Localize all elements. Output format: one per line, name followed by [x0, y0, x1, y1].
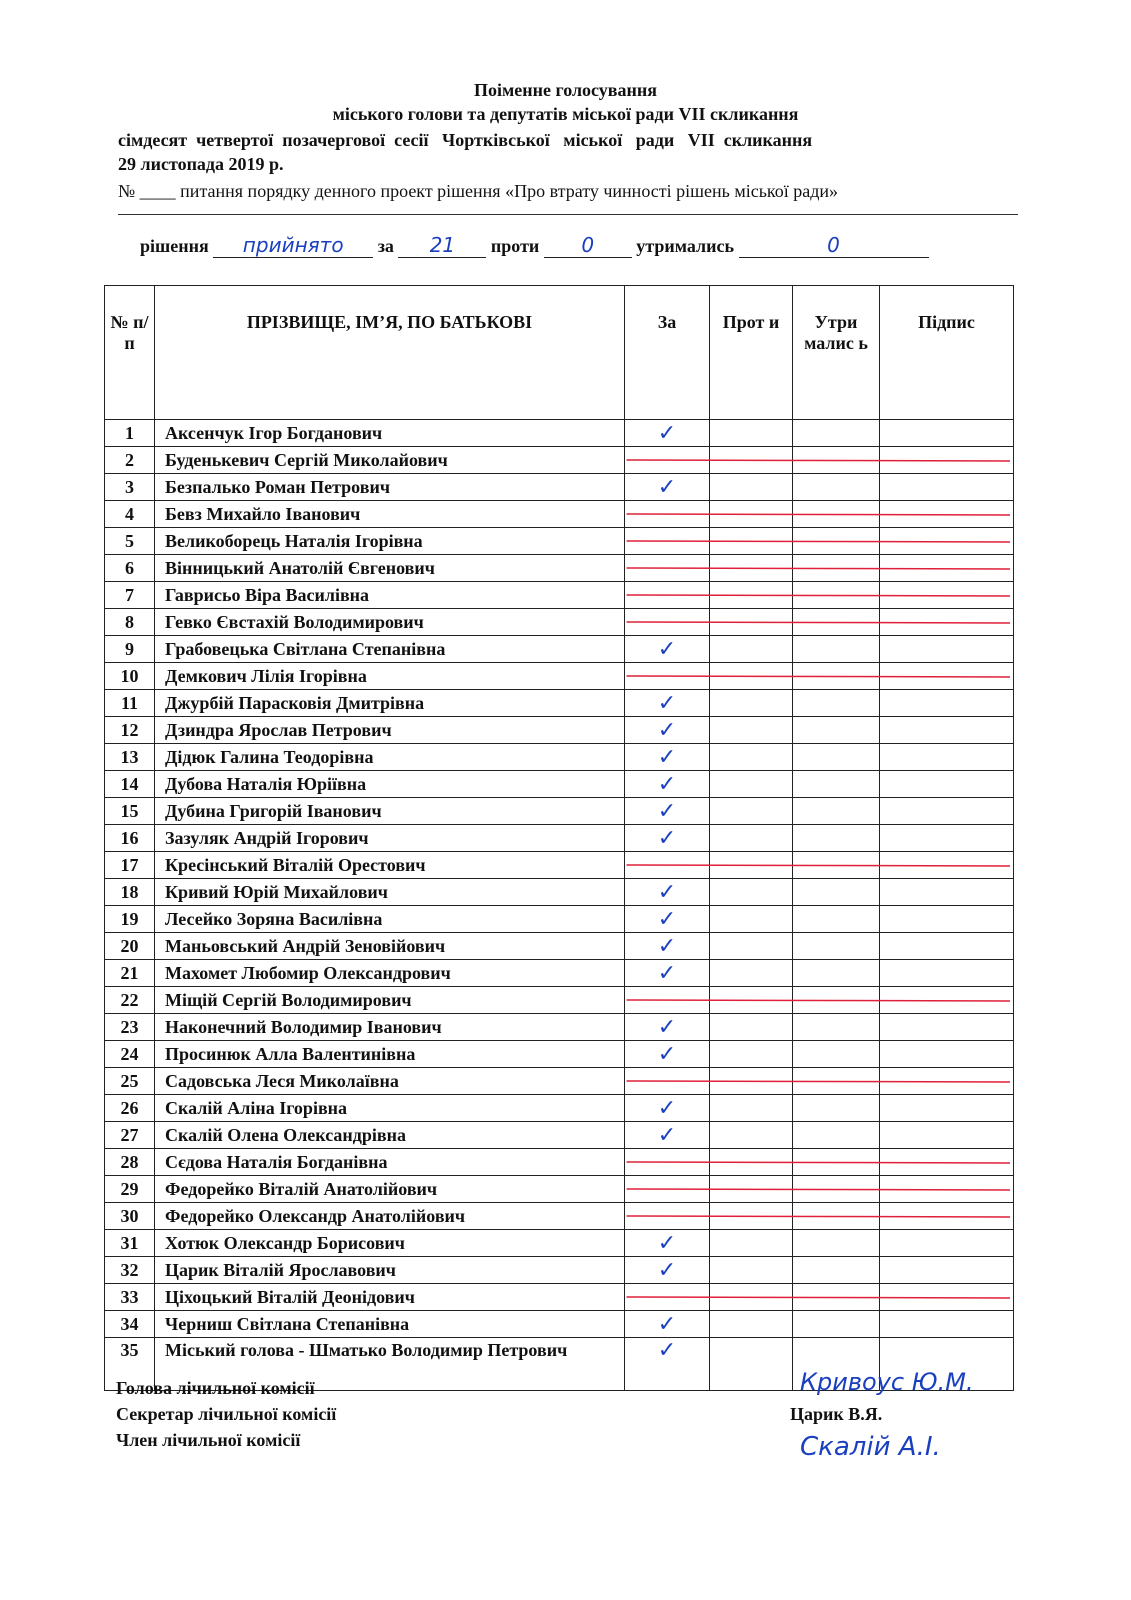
row-number: 4 [105, 501, 155, 528]
strike-line [627, 514, 1011, 515]
deputy-name: Черниш Світлана Степанівна [155, 1311, 625, 1338]
row-number: 3 [105, 474, 155, 501]
deputy-name: Аксенчук Ігор Богданович [155, 420, 625, 447]
checkmark-icon: ✓ [657, 1095, 677, 1121]
strike-line [627, 676, 1011, 677]
checkmark-icon: ✓ [657, 744, 677, 770]
checkmark-icon: ✓ [657, 474, 677, 500]
row-number: 18 [105, 879, 155, 906]
deputy-name: Скалій Аліна Ігорівна [155, 1095, 625, 1122]
strike-line [627, 568, 1011, 569]
deputy-name: Маньовський Андрій Зеновійович [155, 933, 625, 960]
deputy-name: Демкович Лілія Ігорівна [155, 663, 625, 690]
deputy-name: Зазуляк Андрій Ігорович [155, 825, 625, 852]
col-header-abstain: Утри малис ь [793, 286, 880, 420]
deputy-name: Дубова Наталія Юріївна [155, 771, 625, 798]
row-number: 5 [105, 528, 155, 555]
deputy-name: Кривий Юрій Михайлович [155, 879, 625, 906]
abstain-label: утримались [636, 236, 734, 256]
row-number: 11 [105, 690, 155, 717]
row-number: 21 [105, 960, 155, 987]
checkmark-icon: ✓ [657, 825, 677, 851]
checkmark-icon: ✓ [657, 1014, 677, 1040]
row-number: 22 [105, 987, 155, 1014]
deputy-name: Царик Віталій Ярославович [155, 1257, 625, 1284]
row-number: 6 [105, 555, 155, 582]
deputy-name: Федорейко Віталій Анатолійович [155, 1176, 625, 1203]
deputy-name: Буденькевич Сергій Миколайович [155, 447, 625, 474]
doc-title: Поіменне голосування [473, 80, 658, 100]
row-number: 28 [105, 1149, 155, 1176]
row-number: 20 [105, 933, 155, 960]
checkmark-icon: ✓ [657, 420, 677, 446]
checkmark-icon: ✓ [657, 933, 677, 959]
strike-line [627, 1297, 1011, 1298]
abstain-value: 0 [739, 233, 929, 258]
col-header-against: Прот и [710, 286, 793, 420]
commission-chair-label: Голова лічильної комісії [116, 1378, 315, 1398]
deputy-name: Скалій Олена Олександрівна [155, 1122, 625, 1149]
deputy-name: Гаврисьо Віра Василівна [155, 582, 625, 609]
deputy-name: Ціхоцький Віталій Деонідович [155, 1284, 625, 1311]
checkmark-icon: ✓ [657, 879, 677, 905]
row-number: 25 [105, 1068, 155, 1095]
chair-name-handwritten: Кривоус Ю.М. [800, 1368, 974, 1396]
deputy-name: Хотюк Олександр Борисович [155, 1230, 625, 1257]
checkmark-icon: ✓ [657, 717, 677, 743]
deputy-name: Наконечний Володимир Іванович [155, 1014, 625, 1041]
strike-line [627, 1000, 1011, 1001]
row-number: 19 [105, 906, 155, 933]
against-value: 0 [544, 233, 632, 258]
strike-line [627, 1162, 1011, 1163]
decision-value: прийнято [213, 233, 373, 258]
checkmark-icon: ✓ [657, 960, 677, 986]
row-number: 23 [105, 1014, 155, 1041]
row-number: 34 [105, 1311, 155, 1338]
deputy-name: Міщій Сергій Володимирович [155, 987, 625, 1014]
row-number: 8 [105, 609, 155, 636]
deputy-name: Міський голова - Шматько Володимир Петрович [155, 1338, 625, 1391]
strike-line [627, 1081, 1011, 1082]
strike-line [627, 1189, 1011, 1190]
checkmark-icon: ✓ [657, 1257, 677, 1283]
strike-line [627, 865, 1011, 866]
deputy-name: Кресінський Віталій Орестович [155, 852, 625, 879]
row-number: 12 [105, 717, 155, 744]
secretary-name: Царик В.Я. [790, 1404, 883, 1424]
col-header-name: ПРІЗВИЩЕ, ІМ’Я, ПО БАТЬКОВІ [155, 286, 625, 420]
date-line: 29 листопада 2019 р. [118, 154, 284, 174]
deputy-name: Сєдова Наталія Богданівна [155, 1149, 625, 1176]
row-number: 10 [105, 663, 155, 690]
row-number: 31 [105, 1230, 155, 1257]
deputy-name: Гевко Євстахій Володимирович [155, 609, 625, 636]
row-number: 7 [105, 582, 155, 609]
deputy-name: Махомет Любомир Олександрович [155, 960, 625, 987]
strike-line [627, 460, 1011, 461]
deputy-name: Грабовецька Світлана Степанівна [155, 636, 625, 663]
row-number: 14 [105, 771, 155, 798]
row-number: 30 [105, 1203, 155, 1230]
deputy-name: Дідюк Галина Теодорівна [155, 744, 625, 771]
checkmark-icon: ✓ [657, 906, 677, 932]
row-number: 13 [105, 744, 155, 771]
row-number: 2 [105, 447, 155, 474]
session-line: сімдесят четвертої позачергової сесії Чортківської міської ради VII скликання [118, 130, 813, 150]
row-number: 1 [105, 420, 155, 447]
for-label: за [377, 236, 394, 256]
row-number: 32 [105, 1257, 155, 1284]
member-name-handwritten: Скалій А.І. [800, 1432, 941, 1462]
commission-secretary-label: Секретар лічильної комісії [116, 1404, 337, 1424]
row-number: 33 [105, 1284, 155, 1311]
col-header-signature: Підпис [880, 286, 1014, 420]
row-number: 24 [105, 1041, 155, 1068]
deputy-name: Дзиндра Ярослав Петрович [155, 717, 625, 744]
deputy-name: Лесейко Зоряна Василівна [155, 906, 625, 933]
row-number: 16 [105, 825, 155, 852]
strike-line [627, 1216, 1011, 1217]
checkmark-icon: ✓ [657, 1338, 677, 1363]
row-number: 17 [105, 852, 155, 879]
doc-subtitle: міського голови та депутатів міської ради VII скликання [332, 104, 799, 124]
row-number: 27 [105, 1122, 155, 1149]
deputy-name: Садовська Леся Миколаївна [155, 1068, 625, 1095]
strike-line [627, 622, 1011, 623]
checkmark-icon: ✓ [657, 798, 677, 824]
col-header-number: № п/п [105, 286, 155, 420]
checkmark-icon: ✓ [657, 1041, 677, 1067]
deputy-name: Джурбій Парасковія Дмитрівна [155, 690, 625, 717]
checkmark-icon: ✓ [657, 771, 677, 797]
row-number: 35 [105, 1338, 155, 1391]
for-value: 21 [398, 233, 486, 258]
against-label: проти [490, 236, 540, 256]
deputy-name: Бевз Михайло Іванович [155, 501, 625, 528]
row-number: 29 [105, 1176, 155, 1203]
strike-line [627, 541, 1011, 542]
checkmark-icon: ✓ [657, 690, 677, 716]
checkmark-icon: ✓ [657, 1230, 677, 1256]
strike-line [627, 595, 1011, 596]
deputy-name: Федорейко Олександр Анатолійович [155, 1203, 625, 1230]
commission-member-label: Член лічильної комісії [116, 1430, 301, 1450]
checkmark-icon: ✓ [657, 636, 677, 662]
deputy-name: Великоборець Наталія Ігорівна [155, 528, 625, 555]
deputy-name: Просинюк Алла Валентинівна [155, 1041, 625, 1068]
row-number: 15 [105, 798, 155, 825]
checkmark-icon: ✓ [657, 1311, 677, 1337]
deputy-name: Вінницький Анатолій Євгенович [155, 555, 625, 582]
agenda-item-line: № ____ питання порядку денного проект рішення «Про втрату чинності рішень міської ради» [118, 181, 839, 201]
deputy-name: Безпалько Роман Петрович [155, 474, 625, 501]
col-header-for: За [625, 286, 710, 420]
deputy-name: Дубина Григорій Іванович [155, 798, 625, 825]
row-number: 26 [105, 1095, 155, 1122]
checkmark-icon: ✓ [657, 1122, 677, 1148]
decision-label: рішення [140, 236, 209, 256]
row-number: 9 [105, 636, 155, 663]
